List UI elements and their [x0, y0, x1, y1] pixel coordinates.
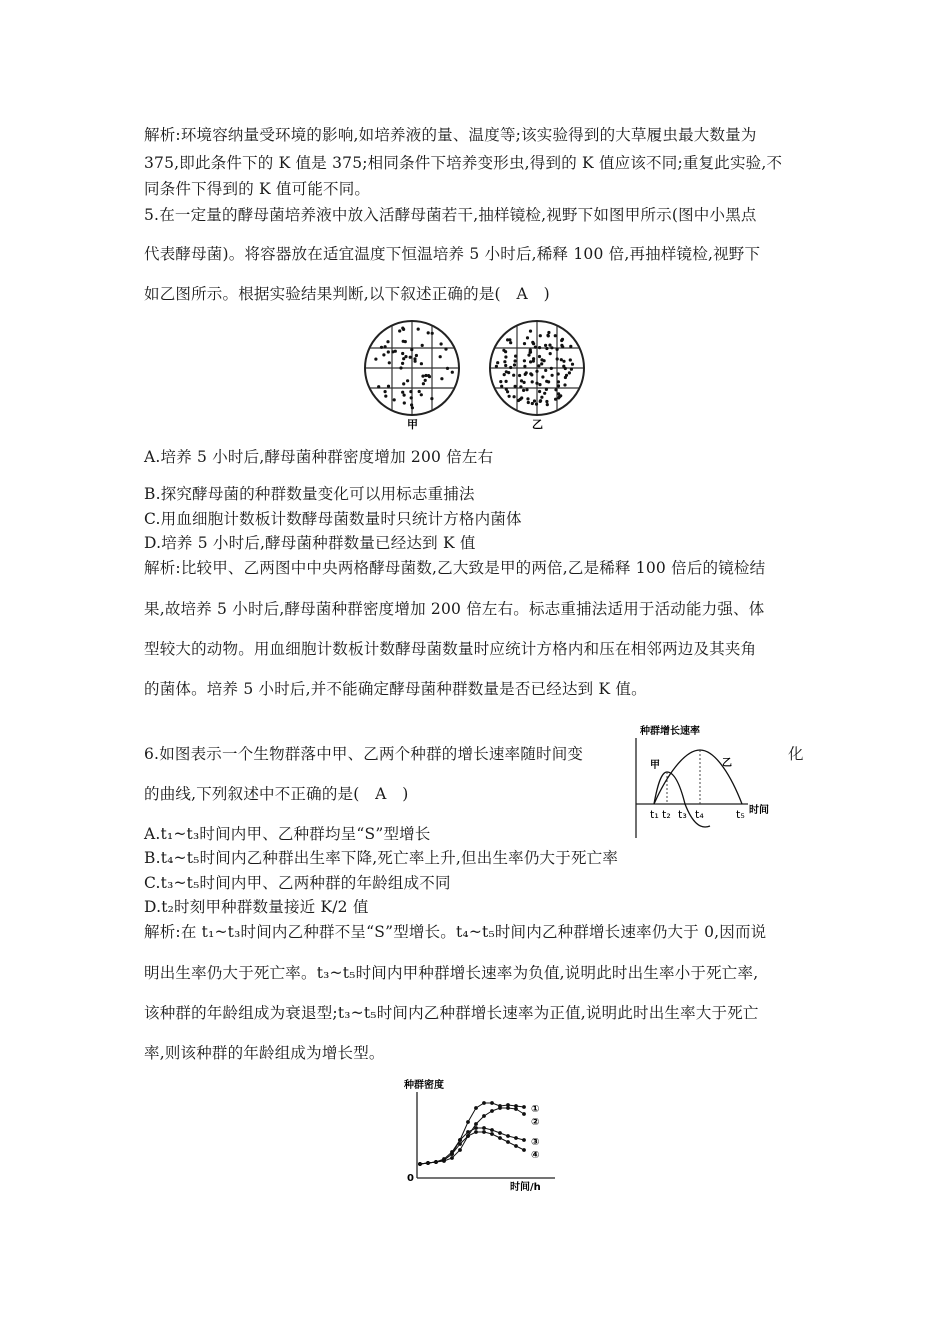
density-point	[458, 1142, 462, 1146]
yeast-dot	[505, 370, 508, 373]
yeast-dot	[523, 342, 526, 345]
q6-stem-line1: 6.如图表示一个生物群落中甲、乙两个种群的增长速率随时间变	[144, 745, 584, 763]
yeast-dot	[550, 367, 553, 370]
q5-explanation-line3: 型较大的动物。用血细胞计数板计数酵母菌数量时应统计方格内和压在相邻两边及其夹角	[144, 640, 757, 658]
yeast-dot	[531, 380, 534, 383]
yeast-dot	[569, 358, 572, 361]
yeast-dot	[505, 388, 508, 391]
q5-stem-line3: 如乙图所示。根据实验结果判断,以下叙述正确的是( A )	[144, 285, 550, 303]
q6-explanation-line2: 明出生率仍大于死亡率。t₃~t₅时间内甲种群增长速率为负值,说明此时出生率小于死亡率,	[144, 964, 759, 982]
density-point	[498, 1106, 502, 1110]
yeast-dot	[391, 350, 394, 353]
density-point	[522, 1138, 526, 1142]
yeast-dot	[403, 401, 406, 404]
yeast-dot	[388, 361, 391, 364]
yeast-dot	[409, 390, 412, 393]
yeast-dot	[513, 395, 516, 398]
yeast-dot	[571, 363, 574, 366]
yeast-dot	[561, 345, 564, 348]
yeast-dot	[451, 371, 454, 374]
yeast-dot	[513, 363, 516, 366]
yeast-dot	[547, 334, 550, 337]
yeast-dot	[529, 372, 532, 375]
yeast-dot	[387, 385, 390, 388]
q5-option-c: C.用血细胞计数板计数酵母菌数量时只统计方格内菌体	[144, 510, 522, 528]
yeast-dot	[526, 336, 529, 339]
density-point	[522, 1148, 526, 1152]
density-point	[450, 1156, 454, 1160]
yeast-dot	[547, 331, 550, 334]
explanation-prev-line1: 解析:环境容纳量受环境的影响,如培养液的量、温度等;该实验得到的大草履虫最大数量为	[144, 126, 757, 144]
yeast-dot	[538, 346, 541, 349]
yeast-microscope-figure	[362, 318, 592, 433]
yeast-dot	[546, 403, 549, 406]
q6-option-c: C.t₃~t₅时间内甲、乙两种群的年龄组成不同	[144, 874, 451, 892]
tick-t4: t₄	[695, 808, 704, 821]
density-point	[474, 1130, 478, 1134]
yeast-dot	[527, 354, 530, 357]
yeast-dot	[541, 375, 544, 378]
yeast-dot	[557, 384, 560, 387]
q6-explanation-line1: 解析:在 t₁~t₃时间内乙种群不呈“S”型增长。t₄~t₅时间内乙种群增长速率仍大于 0,因而说	[144, 923, 767, 941]
density-point	[458, 1148, 462, 1152]
yeast-dot	[374, 358, 377, 361]
q6-stem-line2: 的曲线,下列叙述中不正确的是( A )	[144, 785, 409, 803]
yeast-dot	[529, 360, 532, 363]
yeast-dot	[512, 374, 515, 377]
density-chart-xlabel: 时间/h	[510, 1182, 541, 1193]
yeast-dot	[531, 341, 534, 344]
yeast-dot	[430, 397, 433, 400]
yeast-dot	[560, 358, 563, 361]
yeast-dot	[421, 344, 424, 347]
yeast-dot	[545, 388, 548, 391]
density-point	[482, 1126, 486, 1130]
density-point	[514, 1136, 518, 1140]
q6-option-b: B.t₄~t₅时间内乙种群出生率下降,死亡率上升,但出生率仍大于死亡率	[144, 849, 619, 867]
density-point	[514, 1107, 518, 1111]
q5-explanation-line2: 果,故培养 5 小时后,酵母菌种群密度增加 200 倍左右。标志重捕法适用于活动能力强、体	[144, 600, 765, 618]
yeast-dot	[503, 373, 506, 376]
density-point	[426, 1161, 430, 1165]
yeast-dot	[422, 382, 425, 385]
yeast-dot	[529, 351, 532, 354]
yeast-dot	[537, 364, 540, 367]
density-point	[458, 1138, 462, 1142]
tick-t2: t₂	[662, 808, 671, 821]
yeast-dot	[420, 362, 423, 365]
q5-explanation-line4: 的菌体。培养 5 小时后,并不能确定酵母菌种群数量是否已经达到 K 值。	[144, 680, 647, 698]
density-point	[482, 1114, 486, 1118]
yeast-dot	[500, 385, 503, 388]
yeast-dot	[543, 392, 546, 395]
density-point	[490, 1132, 494, 1136]
yeast-dot	[514, 359, 517, 362]
tick-t5: t₅	[736, 808, 745, 821]
yeast-dot	[557, 372, 560, 375]
growth-rate-chart	[628, 722, 783, 840]
yeast-dot	[554, 334, 557, 337]
yeast-dot	[551, 374, 554, 377]
yeast-dot	[535, 370, 538, 373]
yeast-dot	[532, 357, 535, 360]
population-density-chart	[400, 1078, 560, 1193]
density-point	[482, 1130, 486, 1134]
yeast-dot	[509, 341, 512, 344]
q6-explanation-line3: 该种群的年龄组成为衰退型;t₃~t₅时间内乙种群增长速率为正值,说明此时出生率大于死亡	[144, 1004, 759, 1022]
yeast-dot	[554, 398, 557, 401]
yeast-dot	[387, 350, 390, 353]
density-point	[434, 1160, 438, 1164]
yeast-dot	[380, 346, 383, 349]
yeast-dot	[557, 380, 560, 383]
density-chart-origin: 0	[407, 1173, 414, 1184]
q5-option-a: A.培养 5 小时后,酵母菌种群密度增加 200 倍左右	[144, 448, 494, 466]
yeast-dot	[514, 385, 517, 388]
yeast-dot	[568, 371, 571, 374]
fig-label-yi: 乙	[532, 418, 543, 431]
yeast-dot	[529, 330, 532, 333]
yeast-dot	[409, 356, 412, 359]
explanation-prev-line2: 375,即此条件下的 K 值是 375;相同条件下培养变形虫,得到的 K 值应该不同;重复此实验,不	[144, 154, 783, 172]
yeast-dot	[420, 393, 423, 396]
yeast-dot	[417, 328, 420, 331]
density-series-group	[418, 1101, 526, 1166]
q6-option-d: D.t₂时刻甲种群数量接近 K/2 值	[144, 898, 369, 916]
yeast-dot	[427, 331, 430, 334]
density-point	[498, 1136, 502, 1140]
density-point	[466, 1120, 470, 1124]
yeast-dot	[415, 354, 418, 357]
yeast-dot	[550, 346, 553, 349]
yeast-dot	[539, 400, 542, 403]
yeast-dot	[538, 383, 541, 386]
growth-chart-ylabel: 种群增长速率	[640, 726, 700, 737]
yeast-dot	[410, 348, 413, 351]
tick-t1: t₁	[650, 808, 659, 821]
yeast-dot	[520, 379, 523, 382]
density-point	[474, 1122, 478, 1126]
density-point	[490, 1109, 494, 1113]
density-point	[506, 1134, 510, 1138]
fig-label-jia: 甲	[407, 418, 418, 431]
yeast-dot	[514, 355, 517, 358]
density-point	[442, 1158, 446, 1162]
yeast-dot	[560, 339, 563, 342]
yeast-dot	[401, 327, 404, 330]
yeast-dot	[522, 389, 525, 392]
yeast-dot	[384, 395, 387, 398]
density-point	[490, 1128, 494, 1132]
yeast-dot	[410, 403, 413, 406]
yeast-dot	[562, 360, 565, 363]
yeast-dot	[518, 374, 521, 377]
q5-stem-line2: 代表酵母菌)。将容器放在适宜温度下恒温培养 5 小时后,稀释 100 倍,再抽样镜检,视野下	[144, 245, 761, 263]
yeast-dot	[504, 355, 507, 358]
curve-jia-label: 甲	[650, 760, 660, 771]
yeast-dot	[398, 329, 401, 332]
yeast-dot	[446, 367, 449, 370]
yeast-dot	[424, 374, 427, 377]
density-point	[466, 1130, 470, 1134]
yeast-dot	[406, 379, 409, 382]
yeast-dot	[534, 346, 537, 349]
yeast-dot	[431, 332, 434, 335]
yeast-dot	[382, 353, 385, 356]
density-point	[474, 1126, 478, 1130]
yeast-dot	[540, 362, 543, 365]
yeast-dot	[538, 390, 541, 393]
yeast-dot	[569, 345, 572, 348]
series-4-label: ④	[531, 1150, 540, 1161]
yeast-dot	[505, 380, 508, 383]
yeast-dot	[506, 338, 509, 341]
yeast-dot	[519, 385, 522, 388]
yeast-dot	[444, 348, 447, 351]
density-point	[482, 1101, 486, 1105]
yeast-dot	[524, 373, 527, 376]
density-chart-ylabel: 种群密度	[404, 1080, 444, 1091]
yeast-dot	[523, 365, 526, 368]
yeast-dot	[439, 355, 442, 358]
curve-yi-label: 乙	[722, 758, 732, 769]
yeast-dot	[509, 366, 512, 369]
yeast-dot	[411, 406, 414, 409]
density-point	[418, 1162, 422, 1166]
yeast-dot	[393, 398, 396, 401]
density-point	[506, 1106, 510, 1110]
q6-option-a: A.t₁~t₃时间内甲、乙种群均呈“S”型增长	[144, 825, 431, 843]
yeast-dot	[544, 369, 547, 372]
yeast-dot	[535, 382, 538, 385]
yeast-dot	[508, 395, 511, 398]
yeast-dot	[563, 383, 566, 386]
yeast-dot	[519, 398, 522, 401]
tick-t3: t₃	[678, 808, 687, 821]
yeast-dot	[535, 403, 538, 406]
yeast-dot	[504, 364, 507, 367]
yeast-dot	[384, 390, 387, 393]
q6-stem-line1-tail: 化	[788, 745, 804, 763]
yeast-dot	[410, 396, 413, 399]
density-point	[514, 1144, 518, 1148]
density-point	[474, 1106, 478, 1110]
density-point	[498, 1131, 502, 1135]
yeast-dot	[421, 375, 424, 378]
yeast-dot	[564, 367, 567, 370]
q5-option-b: B.探究酵母菌的种群数量变化可以用标志重捕法	[144, 485, 475, 503]
yeast-dot	[570, 368, 573, 371]
field-of-view-yi	[490, 321, 584, 415]
series-1-label: ①	[531, 1104, 540, 1115]
yeast-dot	[424, 379, 427, 382]
yeast-dot	[404, 340, 407, 343]
yeast-dot	[404, 355, 407, 358]
yeast-dot	[556, 357, 559, 360]
yeast-dot	[547, 380, 550, 383]
explanation-prev-line3: 同条件下得到的 K 值可能不同。	[144, 180, 371, 198]
yeast-dot	[545, 400, 548, 403]
yeast-dot	[499, 380, 502, 383]
yeast-dot	[565, 374, 568, 377]
yeast-dot	[399, 366, 402, 369]
yeast-dot	[531, 402, 534, 405]
q5-option-d: D.培养 5 小时后,酵母菌种群数量已经达到 K 值	[144, 534, 476, 552]
yeast-dot	[386, 340, 389, 343]
yeast-dot	[538, 355, 541, 358]
yeast-dot	[554, 388, 557, 391]
yeast-dot	[377, 385, 380, 388]
yeast-dot	[503, 360, 506, 363]
yeast-dot	[401, 362, 404, 365]
yeast-dot	[533, 399, 536, 402]
density-point	[506, 1140, 510, 1144]
growth-chart-xlabel: 时间	[749, 805, 769, 816]
density-curve-3	[420, 1128, 524, 1164]
yeast-dot	[548, 344, 551, 347]
q5-explanation-line1: 解析:比较甲、乙两图中中央两格酵母菌数,乙大致是甲的两倍,乙是稀释 100 倍后的镜检结	[144, 559, 766, 577]
yeast-dot	[527, 401, 530, 404]
yeast-dot	[401, 391, 404, 394]
series-2-label: ②	[531, 1117, 540, 1128]
yeast-dot	[540, 396, 543, 399]
yeast-dot	[544, 344, 547, 347]
yeast-dot	[549, 352, 552, 355]
field-of-view-jia	[365, 321, 459, 415]
yeast-dot	[526, 397, 529, 400]
yeast-dot	[539, 334, 542, 337]
yeast-dot	[543, 359, 546, 362]
yeast-dot	[403, 394, 406, 397]
q6-explanation-line4: 率,则该种群的年龄组成为增长型。	[144, 1044, 385, 1062]
yeast-dot	[401, 352, 404, 355]
yeast-dot	[384, 345, 387, 348]
yeast-dot	[495, 365, 498, 368]
yeast-dot	[440, 377, 443, 380]
yeast-dot	[559, 394, 562, 397]
density-point	[450, 1152, 454, 1156]
density-point	[490, 1101, 494, 1105]
density-point	[522, 1112, 526, 1116]
yeast-dot	[440, 342, 443, 345]
yeast-dot	[523, 359, 526, 362]
yeast-dot	[525, 388, 528, 391]
density-point	[522, 1105, 526, 1109]
series-3-label: ③	[531, 1137, 540, 1148]
yeast-dot	[556, 348, 559, 351]
yeast-dot	[496, 361, 499, 364]
yeast-dot	[414, 360, 417, 363]
yeast-dot	[545, 347, 548, 350]
yeast-dot	[418, 390, 421, 393]
q5-stem-line1: 5.在一定量的酵母菌培养液中放入活酵母菌若干,抽样镜检,视野下如图甲所示(图中小黑点	[144, 206, 757, 224]
density-point	[466, 1134, 470, 1138]
yeast-dot	[402, 382, 405, 385]
yeast-dot	[502, 349, 505, 352]
